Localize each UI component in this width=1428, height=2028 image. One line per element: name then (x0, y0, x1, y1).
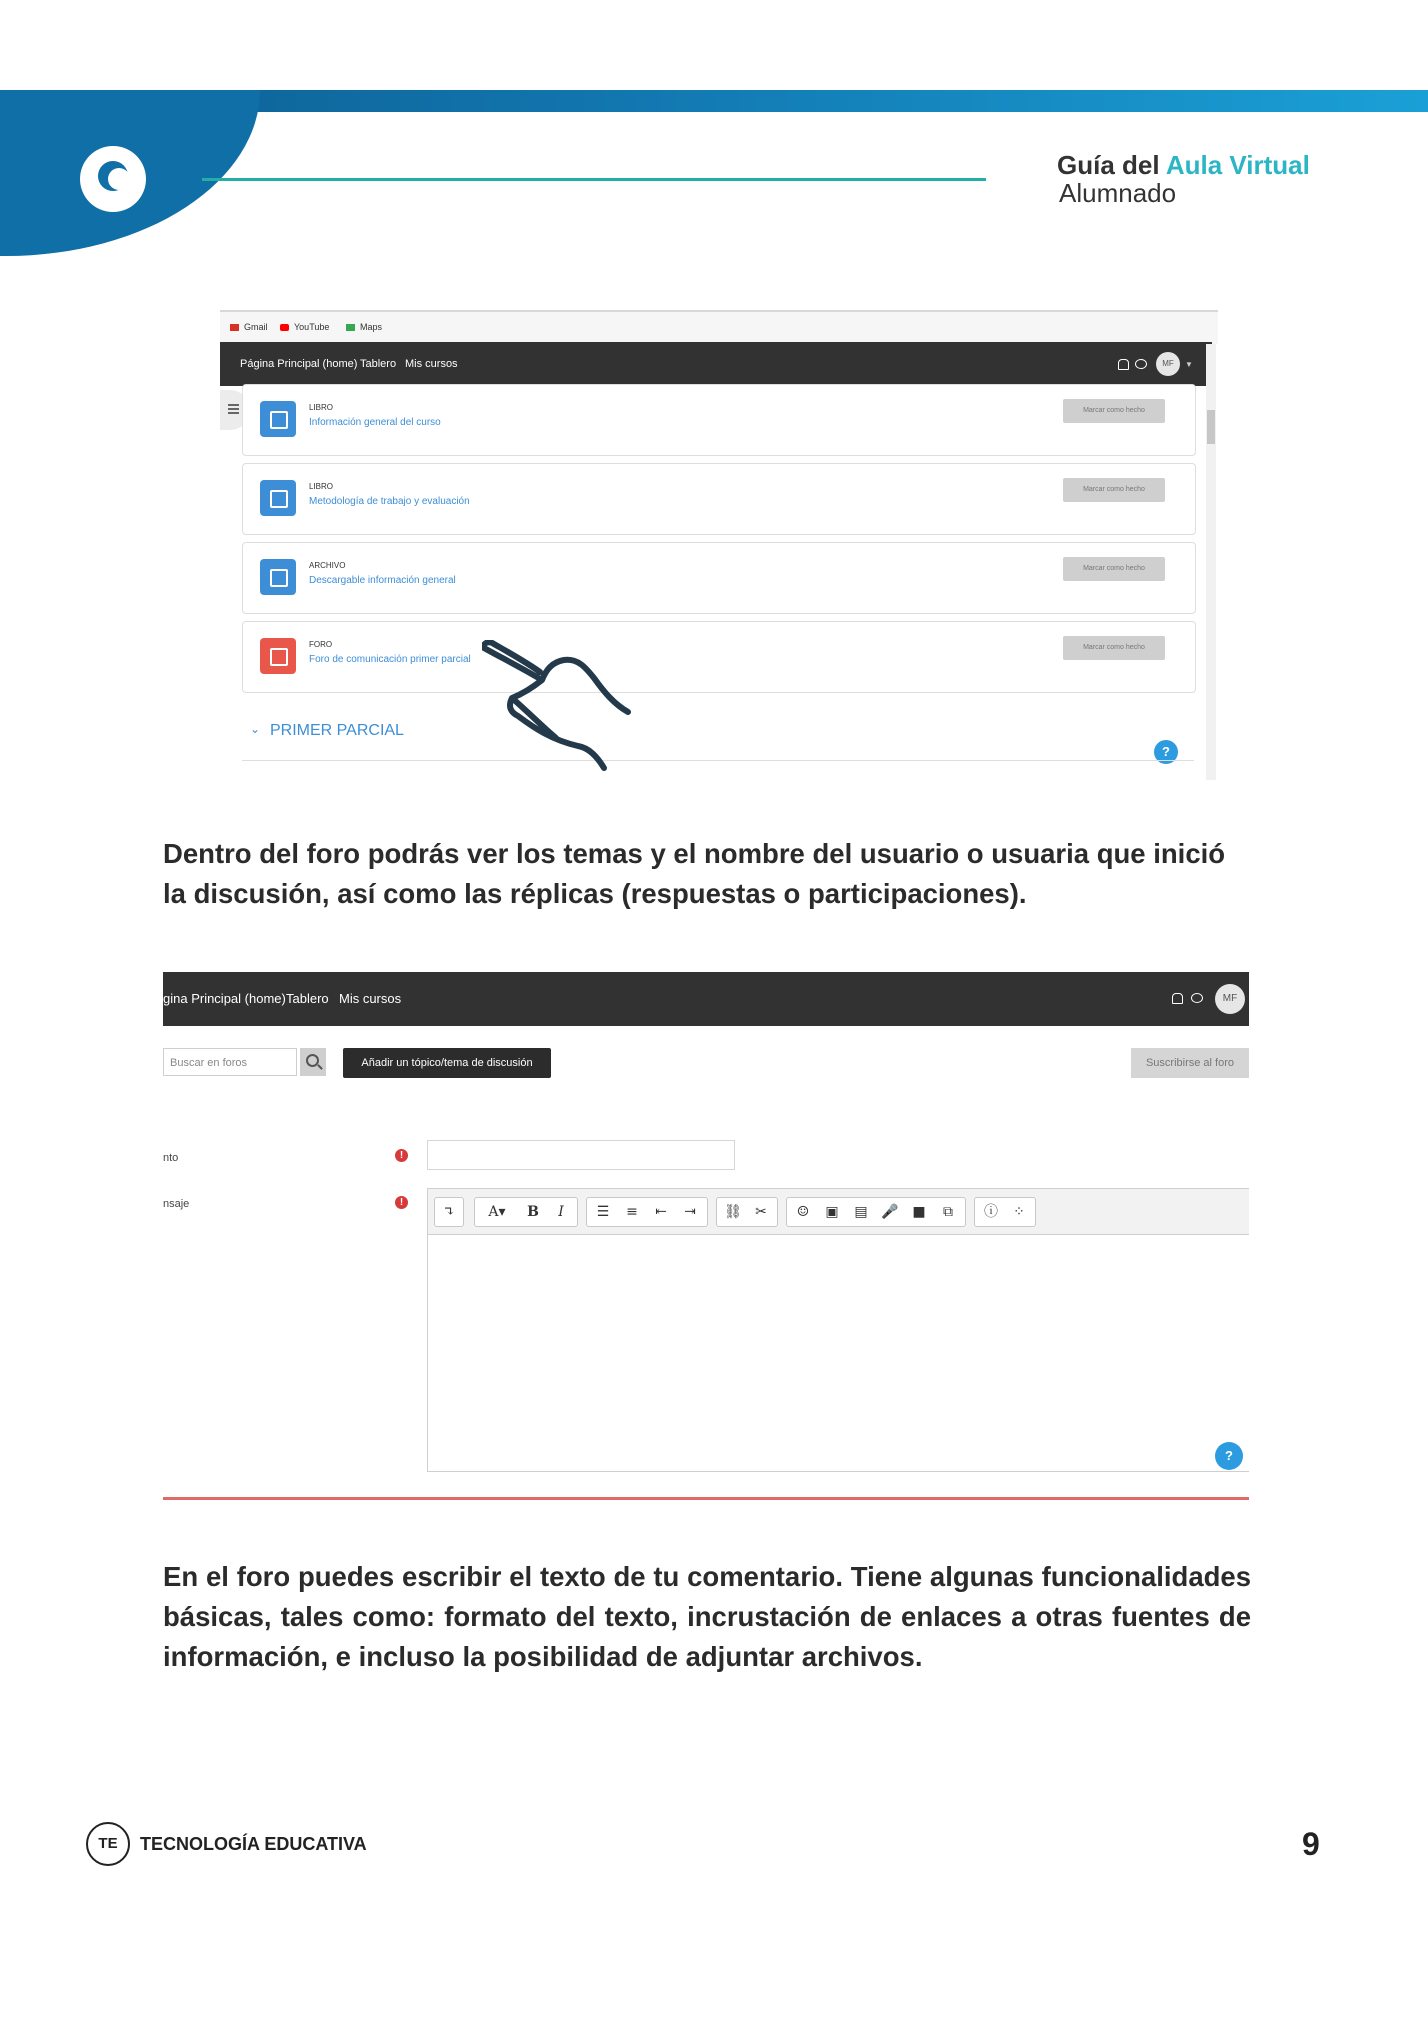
screenreader-icon[interactable]: ⁘ (1013, 1204, 1025, 1220)
guide-title: Guía del Aula Virtual (1057, 150, 1310, 180)
numbered-list-button[interactable]: ≡ (626, 1204, 638, 1220)
paragraph-forum-editor: En el foro puedes escribir el texto de tu comentario. Tiene algunas funcionalidades básicas, tales como: formato del texto, incrustación de enlaces a otras fuentes de información, e incluso la posibilidad de adjuntar archivos. (163, 1561, 1251, 1672)
required-icon: ! (395, 1196, 408, 1209)
activity-link[interactable]: Información general del curso (309, 417, 441, 428)
italic-button[interactable]: I (558, 1204, 564, 1220)
menu-icon (228, 404, 239, 406)
activity-card-partial (242, 760, 1194, 780)
guide-title-accent: Aula Virtual (1165, 150, 1310, 180)
chevron-down-icon[interactable]: ⌄ (250, 722, 261, 736)
error-underline (163, 1497, 1249, 1500)
section-title[interactable]: PRIMER PARCIAL (270, 722, 404, 739)
brand-logo (80, 146, 146, 212)
header-rule (202, 178, 986, 181)
activity-type: FORO (309, 640, 333, 649)
activity-card[interactable] (242, 463, 1196, 535)
top-nav (220, 342, 1212, 386)
unlink-icon[interactable]: ✂ (755, 1204, 767, 1220)
bookmark-maps[interactable]: Maps (346, 322, 382, 332)
file-icon (260, 559, 296, 595)
help-icon[interactable]: ? (1154, 740, 1178, 764)
maps-icon (346, 324, 355, 331)
emoji-icon[interactable]: ☺ (796, 1204, 810, 1220)
indent-button[interactable]: ⇥ (684, 1204, 696, 1220)
manage-files-icon[interactable]: ⧉ (943, 1204, 953, 1220)
bookmarks-bar (220, 310, 1218, 344)
search-input[interactable]: Buscar en foros (163, 1048, 297, 1076)
paragraph-forum-topics: Dentro del foro podrás ver los temas y el nombre del usuario o usuaria que inició la discusión, así como las réplicas (respuestas o participaciones). (163, 838, 1226, 909)
toolbar-group (586, 1197, 708, 1227)
mark-done-button[interactable]: Marcar como hecho (1063, 478, 1165, 502)
nav-home[interactable]: gina Principal (home) (163, 991, 286, 1006)
chevron-down-icon[interactable]: ▼ (1185, 360, 1193, 369)
activity-card[interactable] (242, 542, 1196, 614)
footer-brand: TECNOLOGÍA EDUCATIVA (140, 1834, 367, 1854)
activity-type: LIBRO (309, 482, 334, 491)
chat-icon[interactable] (1191, 993, 1203, 1003)
font-style-button[interactable]: A▾ (488, 1204, 506, 1220)
search-button[interactable] (300, 1048, 326, 1076)
subject-label: nto (163, 1152, 179, 1164)
pointing-hand-icon (482, 640, 682, 780)
nav-home[interactable]: Página Principal (home) (240, 358, 358, 370)
guide-subtitle: Alumnado (1059, 178, 1177, 208)
te-logo: TE (86, 1822, 130, 1866)
activity-card[interactable] (242, 621, 1196, 693)
activity-type: LIBRO (309, 403, 334, 412)
toolbar-group (434, 1197, 464, 1227)
nav-my-courses[interactable]: Mis cursos (405, 358, 458, 370)
video-icon[interactable]: ■ (912, 1204, 926, 1220)
subscribe-button[interactable]: Suscribirse al foro (1131, 1048, 1249, 1078)
bullet-list-button[interactable]: ☰ (596, 1204, 610, 1220)
outdent-button[interactable]: ⇤ (655, 1204, 667, 1220)
collapse-toolbar-button[interactable]: ↴ (443, 1204, 455, 1220)
book-icon (260, 480, 296, 516)
screenshot-course-page (220, 310, 1218, 780)
nav-dashboard[interactable]: Tablero (360, 358, 397, 370)
nav-my-courses[interactable]: Mis cursos (339, 991, 402, 1006)
required-icon: ! (395, 1149, 408, 1162)
bell-icon[interactable] (1118, 359, 1129, 370)
microphone-icon[interactable]: 🎤 (881, 1204, 899, 1220)
link-icon[interactable]: ⛓ (724, 1204, 742, 1220)
message-label: nsaje (163, 1198, 190, 1210)
top-nav (163, 972, 1249, 1026)
mark-done-button[interactable]: Marcar como hecho (1063, 557, 1165, 581)
activity-type: ARCHIVO (309, 561, 346, 570)
gmail-icon (230, 324, 239, 331)
subject-input[interactable] (427, 1140, 735, 1170)
toolbar-group (474, 1197, 578, 1227)
nav-dashboard[interactable]: Tablero (286, 991, 329, 1006)
image-icon[interactable]: ▣ (825, 1204, 839, 1220)
screenshot-forum-editor (163, 972, 1249, 1504)
activity-link[interactable]: Descargable información general (309, 575, 456, 586)
avatar[interactable]: MF (1215, 984, 1245, 1014)
book-icon (260, 401, 296, 437)
chat-icon[interactable] (1135, 359, 1147, 369)
help-icon[interactable]: ? (1215, 1442, 1243, 1470)
bookmark-youtube[interactable]: YouTube (280, 322, 329, 332)
youtube-icon (280, 324, 289, 331)
bold-button[interactable]: B (527, 1204, 539, 1220)
scrollbar-thumb[interactable] (1207, 410, 1215, 444)
toolbar-group (786, 1197, 966, 1227)
forum-icon (260, 638, 296, 674)
editor-toolbar (428, 1189, 1249, 1235)
bell-icon[interactable] (1172, 993, 1183, 1004)
toolbar-group (716, 1197, 778, 1227)
accessibility-icon[interactable]: ⓘ (984, 1204, 998, 1220)
message-editor[interactable] (427, 1188, 1249, 1472)
media-icon[interactable]: ▤ (854, 1204, 868, 1220)
activity-link[interactable]: Foro de comunicación primer parcial (309, 654, 471, 665)
avatar[interactable]: MF (1156, 352, 1180, 376)
mark-done-button[interactable]: Marcar como hecho (1063, 636, 1165, 660)
activity-card[interactable] (242, 384, 1196, 456)
mark-done-button[interactable]: Marcar como hecho (1063, 399, 1165, 423)
toolbar-group (974, 1197, 1036, 1227)
add-topic-button[interactable]: Añadir un tópico/tema de discusión (343, 1048, 551, 1078)
bookmark-gmail[interactable]: Gmail (230, 322, 268, 332)
activity-link[interactable]: Metodología de trabajo y evaluación (309, 496, 470, 507)
page-number: 9 (1302, 1826, 1320, 1862)
